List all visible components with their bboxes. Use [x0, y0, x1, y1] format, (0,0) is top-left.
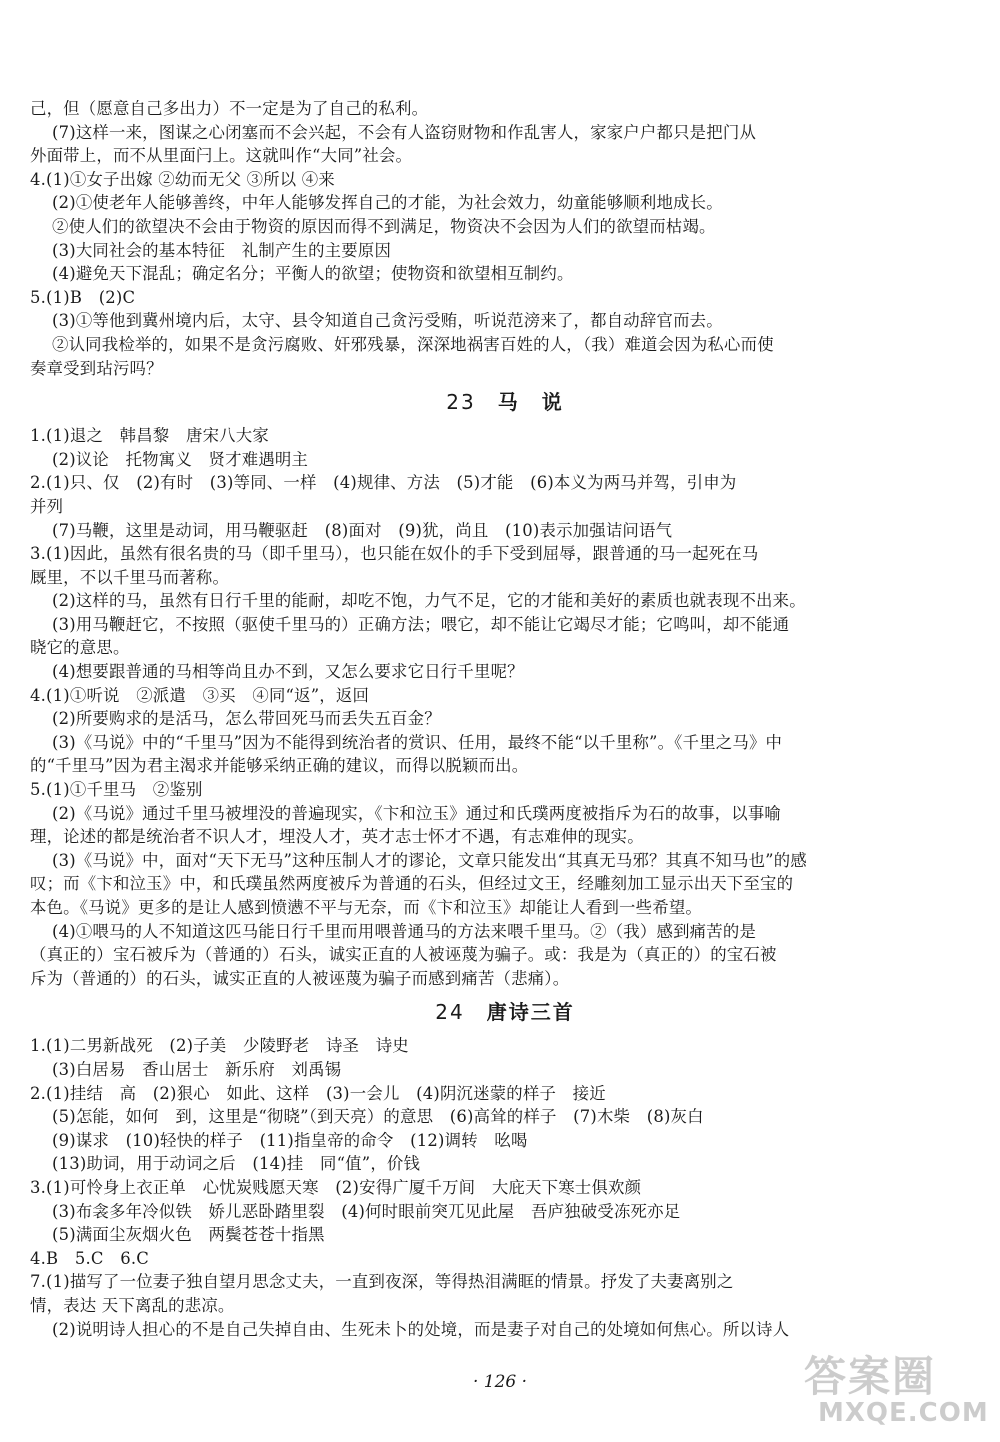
text-line: (3)《马说》中，面对“天下无马”这种压制人才的谬论，文章只能发出“其真无马邪？其真不知马也”的感 — [52, 850, 807, 870]
text-line: (7)这样一来，图谋之心闭塞而不会兴起，不会有人盗窃财物和作乱害人，家家户户都只是把门从 — [52, 122, 757, 142]
section-title-24 — [30, 990, 980, 1034]
text-line: 的“千里马”因为君主渴求并能够采纳正确的建议，而得以脱颖而出。 — [30, 756, 529, 776]
text-line: (2)议论 托物寓义 贤才难遇明主 — [52, 449, 309, 469]
text-line: (13)助词，用于动词之后 (14)挂 同“值”，价钱 — [52, 1154, 421, 1174]
section-number: 24 — [435, 1000, 465, 1025]
text-line: (2)这样的马，虽然有日行千里的能耐，却吃不饱，力气不足，它的才能和美好的素质也就表现不出来。 — [52, 591, 806, 611]
text-line: (3)《马说》中的“千里马”因为不能得到统治者的赏识、任用，最终不能“以千里称”。《千里之马》中 — [52, 732, 783, 752]
text-line: (3)用马鞭赶它，不按照（驱使千里马的）正确方法；喂它，却不能让它竭尽才能；它鸣叫，却不能通 — [52, 614, 790, 634]
text-line: 1.(1)二男新战死 (2)子美 少陵野老 诗圣 诗史 — [30, 1036, 409, 1056]
text-line: (3)大同社会的基本特征 礼制产生的主要原因 — [52, 240, 392, 260]
text-line: (5)满面尘灰烟火色 两鬓苍苍十指黑 — [52, 1225, 325, 1245]
text-line: 3.(1)因此，虽然有很名贵的马（即千里马），也只能在奴仆的手下受到屈辱，跟普通的马一起死在马 — [30, 544, 759, 564]
text-line: 晓它的意思。 — [30, 638, 130, 658]
section-heading: 马 说 — [497, 390, 564, 415]
text-line: (5)怎能，如何 到，这里是“彻晓”（到天亮）的意思 (6)高耸的样子 (7)木柴 (8)灰白 — [52, 1107, 704, 1127]
text-line: 外面带上，而不从里面闩上。这就叫作“大同”社会。 — [30, 146, 413, 166]
text-line: 叹；而《卞和泣玉》中，和氏璞虽然两度被斥为普通的石头，但经过文王，经雕刻加工显示出天下至宝的 — [30, 874, 794, 894]
text-line: 并列 — [30, 496, 64, 516]
text-line: (7)马鞭，这里是动词，用马鞭驱赶 (8)面对 (9)犹，尚且 (10)表示加强诘问语气 — [52, 520, 673, 540]
text-line: (3)白居易 香山居士 新乐府 刘禹锡 — [52, 1059, 342, 1079]
section-23-body — [30, 424, 980, 990]
text-line: (4)①喂马的人不知道这匹马能日行千里而用喂普通马的方法来喂千里马。②（我）感到痛苦的是 — [52, 921, 757, 941]
text-line: (2)《马说》通过千里马被埋没的普遍现实，《卞和泣玉》通过和氏璞两度被指斥为石的故事，以事喻 — [52, 803, 782, 823]
text-line: 4.(1)①听说 ②派遣 ③买 ④同“返”，返回 — [30, 685, 370, 705]
text-line: 2.(1)只、仅 (2)有时 (3)等同、一样 (4)规律、方法 (5)才能 (6)本义为两马并驾，引申为 — [30, 473, 737, 493]
text-line: 情，表达 天下离乱的悲凉。 — [30, 1295, 235, 1315]
text-line: ②认同我检举的，如果不是贪污腐败、奸邪残暴，深深地祸害百姓的人，（我）难道会因为私心而使 — [52, 334, 774, 354]
text-line: 4.B 5.C 6.C — [30, 1248, 150, 1268]
text-line: 本色。《马说》更多的是让人感到愤懑不平与无奈，而《卞和泣玉》却能让人看到一些希望。 — [30, 898, 703, 917]
section-number: 23 — [446, 390, 476, 415]
text-line: 己，但（愿意自己多出力）不一定是为了自己的私利。 — [30, 99, 429, 118]
section-24-body — [30, 1034, 980, 1341]
text-line: 厩里，不以千里马而著称。 — [30, 567, 230, 587]
section-heading: 唐诗三首 — [486, 1000, 575, 1025]
watermark-domain: MXQE.COM — [818, 1398, 989, 1428]
text-line: (9)谋求 (10)轻快的样子 (11)指皇帝的命令 (12)调转 吆喝 — [52, 1130, 528, 1150]
text-line: 5.(1)①千里马 ②鉴别 — [30, 780, 203, 800]
text-line: (2)所要购求的是活马，怎么带回死马而丢失五百金？ — [52, 709, 441, 729]
text-line: 奏章受到玷污吗？ — [30, 358, 163, 378]
text-line: (2)说明诗人担心的不是自己失掉自由、生死未卜的处境，而是妻子对自己的处境如何焦心。所以诗人 — [52, 1319, 790, 1339]
section-22-tail — [30, 97, 980, 380]
text-line: 5.(1)B (2)C — [30, 287, 136, 307]
text-line: 3.(1)可怜身上衣正单 心忧炭贱愿天寒 (2)安得广厦千万间 大庇天下寒士俱欢颜 — [30, 1177, 642, 1197]
text-line: (4)想要跟普通的马相等尚且办不到，又怎么要求它日行千里呢？ — [52, 662, 524, 682]
text-line: （真正的）宝石被斥为（普通的）石头，诚实正直的人被诬蔑为骗子。或：我是为（真正的）的宝石被 — [30, 945, 777, 965]
text-line: (3)布衾多年冷似铁 娇儿恶卧踏里裂 (4)何时眼前突兀见此屋 吾庐独破受冻死亦足 — [52, 1201, 681, 1221]
watermark-chinese: 答案圈 — [804, 1352, 937, 1401]
page-number: · 126 · — [472, 1372, 528, 1392]
text-line: (4)避免天下混乱；确定名分；平衡人的欲望；使物资和欲望相互制约。 — [52, 264, 574, 284]
text-line: 7.(1)描写了一位妻子独自望月思念丈夫，一直到夜深，等得热泪满眶的情景。抒发了夫妻离别之 — [30, 1272, 734, 1292]
text-line: ②使人们的欲望决不会由于物资的原因而得不到满足，物资决不会因为人们的欲望而枯竭。 — [52, 216, 716, 236]
section-title-23 — [30, 380, 980, 424]
text-line: (2)①使老年人能够善终，中年人能够发挥自己的才能，为社会效力，幼童能够顺利地成长。 — [52, 193, 723, 213]
text-line: 斥为（普通的）的石头，诚实正直的人被诬蔑为骗子而感到痛苦（悲痛）。 — [30, 968, 570, 988]
answer-page — [30, 97, 980, 1341]
text-line: (3)①等他到冀州境内后，太守、县令知道自己贪污受贿，听说范滂来了，都自动辞官而去。 — [52, 311, 723, 331]
watermark-logo — [800, 1344, 990, 1434]
text-line: 2.(1)挂结 高 (2)狠心 如此、这样 (3)一会儿 (4)阴沉迷蒙的样子 接近 — [30, 1083, 606, 1103]
text-line: 4.(1)①女子出嫁 ②幼而无父 ③所以 ④来 — [30, 169, 335, 189]
text-line: 理，论述的都是统治者不识人才，埋没人才，英才志士怀才不遇，有志难伸的现实。 — [30, 827, 644, 847]
text-line: 1.(1)退之 韩昌黎 唐宋八大家 — [30, 426, 269, 446]
